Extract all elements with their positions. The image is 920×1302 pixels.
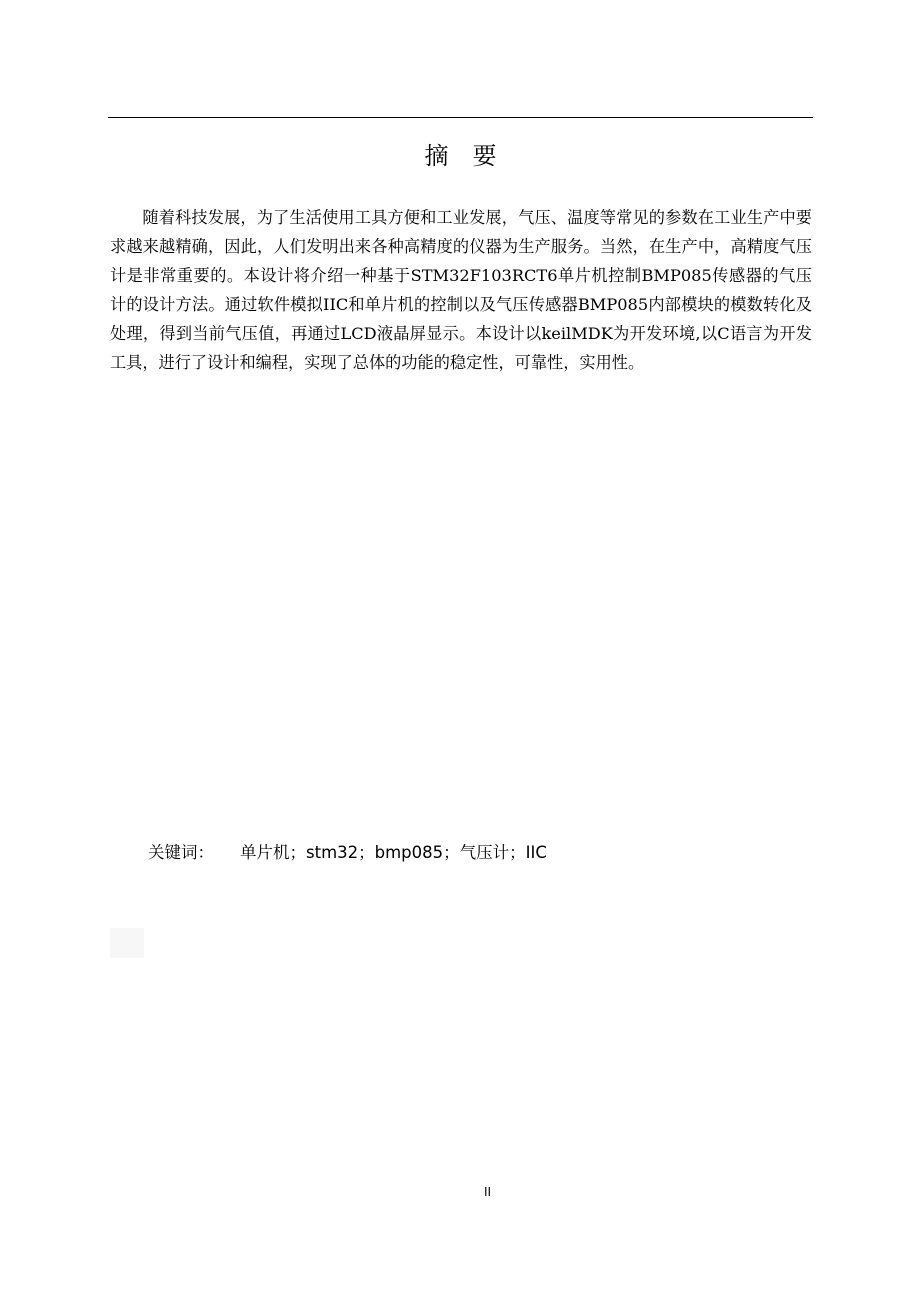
keywords-line (148, 841, 547, 865)
page-number: II (483, 1185, 492, 1199)
abstract-paragraph: 随着科技发展，为了生活使用工具方便和工业发展，气压、温度等常见的参数在工业生产中要求越来越精确，因此，人们发明出来各种高精度的仪器为生产服务。当然，在生产中，高精度气压计是非常重要的。本设计将介绍一种基于STM32F103RCT6单片机控制BMP085传感器的气压计的设计方法。通过软件模拟IIC和单片机的控制以及气压传感器BMP085内部模块的模数转化及处理，得到当前气压值，再通过LCD液晶屏显示。本设计以keilMDK为开发环境,以C语言为开发工具，进行了设计和编程，实现了总体的功能的稳定性，可靠性，实用性。 (110, 208, 812, 372)
keywords-label: 关键词： (148, 843, 214, 862)
keywords-value: 单片机；stm32；bmp085；气压计；IIC (240, 843, 547, 862)
header-rule (108, 117, 813, 118)
page-title: 摘 要 (424, 142, 497, 170)
faint-artifact (110, 928, 144, 958)
